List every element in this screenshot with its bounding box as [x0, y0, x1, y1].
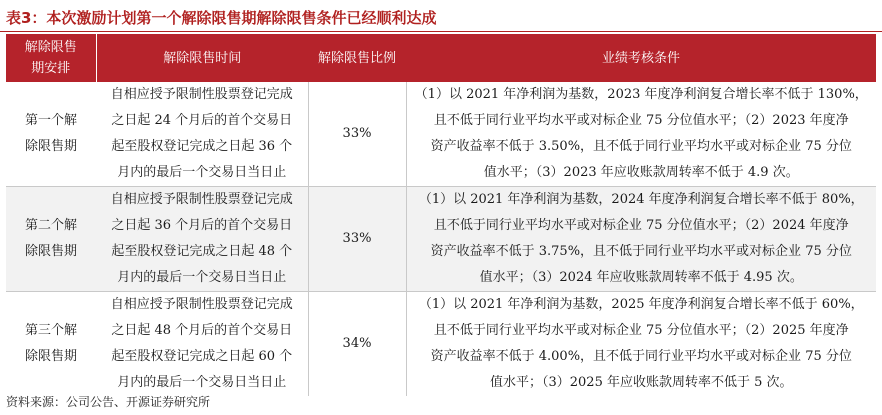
- condition-line: 值水平；（3）2024 年应收账款周转率不低于 4.95 次。: [479, 270, 803, 285]
- time-line: 自相应授予限制性股票登记完成: [110, 297, 293, 312]
- ratio-cell: 33%: [308, 187, 406, 292]
- ratio-cell: 34%: [308, 292, 406, 397]
- header-time: 解除限售时间: [96, 34, 308, 82]
- time-line: 自相应授予限制性股票登记完成: [110, 192, 293, 207]
- time-line: 月内的最后一个交易日当日止: [117, 270, 287, 285]
- unlock-conditions-table: [6, 34, 876, 396]
- time-line: 自相应授予限制性股票登记完成: [110, 87, 293, 102]
- time-line: 月内的最后一个交易日当日止: [117, 165, 287, 180]
- condition-line: 且不低于同行业平均水平或对标企业 75 分位值水平；（2）2024 年度净: [433, 218, 849, 233]
- condition-line: （1）以 2021 年净利润为基数，2023 年度净利润复合增长率不低于 130%，: [414, 87, 868, 102]
- time-line: 之日起 24 个月后的首个交易日: [111, 113, 293, 128]
- condition-line: （1）以 2021 年净利润为基数，2024 年度净利润复合增长率不低于 80%，: [418, 192, 864, 207]
- condition-line: 资产收益率不低于 3.50%，且不低于同行业平均水平或对标企业 75 分位: [430, 139, 852, 154]
- header-period-line-2: 期安排: [31, 61, 71, 76]
- time-line: 起至股权登记完成之日起 60 个: [111, 349, 293, 364]
- ratio-cell: 33%: [308, 82, 406, 187]
- period-cell: [6, 187, 96, 292]
- time-line: 起至股权登记完成之日起 36 个: [111, 139, 293, 154]
- condition-line: （1）以 2021 年净利润为基数，2025 年度净利润复合增长率不低于 60%，: [418, 297, 864, 312]
- table-row: [6, 187, 876, 292]
- condition-cell: [406, 187, 876, 292]
- condition-line: 值水平；（3）2025 年应收账款周转率不低于 5 次。: [489, 375, 793, 390]
- condition-line: 值水平；（3）2023 年应收账款周转率不低于 4.9 次。: [483, 165, 799, 180]
- time-cell: [96, 82, 308, 187]
- time-cell: [96, 292, 308, 397]
- table-row: [6, 292, 876, 397]
- time-cell: [96, 187, 308, 292]
- period-line: 第一个解: [24, 113, 77, 128]
- table-header-row: [6, 34, 876, 82]
- time-line: 起至股权登记完成之日起 48 个: [111, 244, 293, 259]
- source-note: 资料来源：公司公告、开源证券研究所: [6, 395, 211, 409]
- condition-line: 资产收益率不低于 4.00%，且不低于同行业平均水平或对标企业 75 分位: [430, 349, 852, 364]
- header-period: [6, 34, 96, 82]
- period-cell: [6, 82, 96, 187]
- table-row: [6, 82, 876, 187]
- caption-divider: [0, 31, 882, 32]
- time-line: 之日起 48 个月后的首个交易日: [111, 323, 293, 338]
- period-line: 第三个解: [24, 323, 77, 338]
- header-condition: 业绩考核条件: [406, 34, 876, 82]
- period-line: 第二个解: [24, 218, 77, 233]
- condition-line: 资产收益率不低于 3.75%，且不低于同行业平均水平或对标企业 75 分位: [430, 244, 852, 259]
- condition-line: 且不低于同行业平均水平或对标企业 75 分位值水平；（2）2025 年度净: [433, 323, 849, 338]
- condition-line: 且不低于同行业平均水平或对标企业 75 分位值水平；（2）2023 年度净: [433, 113, 849, 128]
- time-line: 之日起 36 个月后的首个交易日: [111, 218, 293, 233]
- condition-cell: [406, 292, 876, 397]
- condition-cell: [406, 82, 876, 187]
- period-line: 除限售期: [24, 139, 77, 154]
- header-period-line-1: 解除限售: [24, 40, 77, 55]
- period-line: 除限售期: [24, 244, 77, 259]
- time-line: 月内的最后一个交易日当日止: [117, 375, 287, 390]
- period-cell: [6, 292, 96, 397]
- header-ratio: 解除限售比例: [308, 34, 406, 82]
- table-caption: 表3：本次激励计划第一个解除限售期解除限售条件已经顺利达成: [6, 9, 437, 27]
- period-line: 除限售期: [24, 349, 77, 364]
